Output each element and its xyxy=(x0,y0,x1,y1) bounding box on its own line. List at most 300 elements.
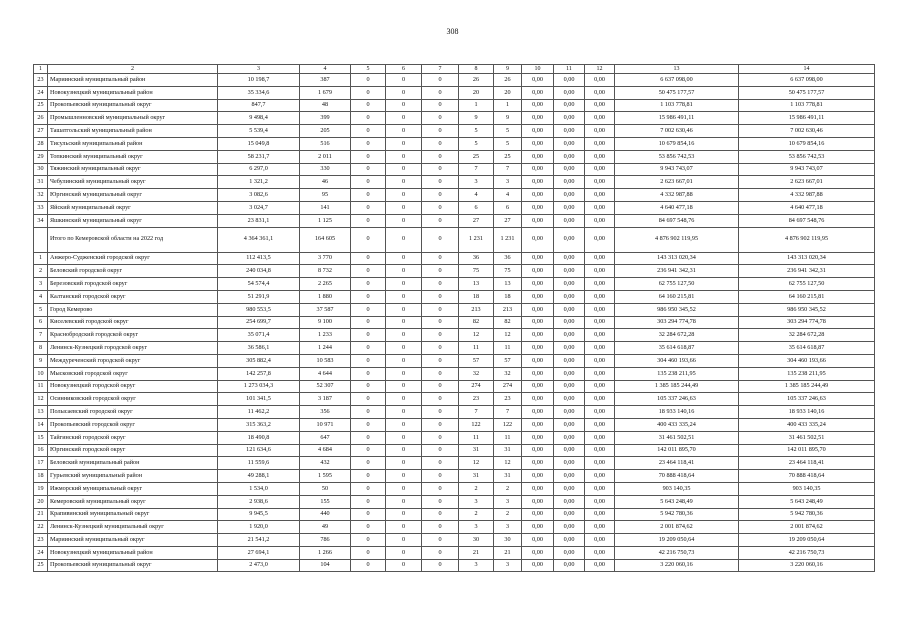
table-cell: 36 xyxy=(459,252,494,265)
table-cell: 903 140,35 xyxy=(615,482,739,495)
table-cell: 142 257,8 xyxy=(218,367,300,380)
table-cell: 0,00 xyxy=(554,290,585,303)
table-row xyxy=(34,112,875,125)
table-cell: 0 xyxy=(351,125,386,138)
table-row xyxy=(34,482,875,495)
name-cell: Итого по Кемеровской области на 2022 год xyxy=(48,227,218,252)
table-cell: 32 xyxy=(494,367,522,380)
table-cell: 82 xyxy=(494,316,522,329)
table-cell: 0 xyxy=(422,125,459,138)
table-cell: 0,00 xyxy=(585,201,615,214)
table-cell: 26 xyxy=(494,74,522,87)
table-cell: 0,00 xyxy=(554,393,585,406)
name-cell: Тяжинский муниципальный округ xyxy=(48,163,218,176)
table-cell: 0 xyxy=(422,252,459,265)
table-cell: 0 xyxy=(422,163,459,176)
table-cell: 5 xyxy=(34,303,48,316)
table-cell: 122 xyxy=(459,418,494,431)
table-cell: 6 xyxy=(386,65,422,74)
table-cell: 0,00 xyxy=(585,342,615,355)
table-cell: 0,00 xyxy=(585,74,615,87)
table-cell: 84 697 548,76 xyxy=(739,214,875,227)
table-row xyxy=(34,329,875,342)
table-cell: 37 587 xyxy=(300,303,351,316)
name-cell: Мариинский муниципальный округ xyxy=(48,534,218,547)
table-cell: 3 220 060,16 xyxy=(615,559,739,572)
table-cell: 112 413,5 xyxy=(218,252,300,265)
table-cell: 0,00 xyxy=(585,546,615,559)
table-cell: 53 856 742,53 xyxy=(615,150,739,163)
table-cell: 0 xyxy=(351,342,386,355)
table-cell: 21 xyxy=(459,546,494,559)
table-row xyxy=(34,265,875,278)
table-cell: 0,00 xyxy=(522,137,554,150)
table-cell: 9 xyxy=(494,65,522,74)
table-cell: 20 xyxy=(494,86,522,99)
table-cell: 18 xyxy=(494,290,522,303)
table-cell: 0,00 xyxy=(585,521,615,534)
table-cell: 986 950 345,52 xyxy=(739,303,875,316)
table-cell: 2 938,6 xyxy=(218,495,300,508)
table-cell: 0,00 xyxy=(522,252,554,265)
table-cell: 0 xyxy=(351,393,386,406)
table-cell: 0 xyxy=(386,227,422,252)
table-cell: 516 xyxy=(300,137,351,150)
table-cell: 0 xyxy=(386,252,422,265)
table-cell: 0,00 xyxy=(522,329,554,342)
name-cell: Промышленновский муниципальный округ xyxy=(48,112,218,125)
table-cell: 0,00 xyxy=(554,329,585,342)
table-cell: 0,00 xyxy=(585,112,615,125)
table-cell: 5 xyxy=(494,125,522,138)
table-cell: 0,00 xyxy=(585,150,615,163)
table-cell: 0 xyxy=(422,342,459,355)
table-cell: 21 541,2 xyxy=(218,534,300,547)
table-cell: 3 xyxy=(459,176,494,189)
table-cell: 2 xyxy=(459,508,494,521)
table-cell: 9 xyxy=(494,112,522,125)
name-cell: Полысаевский городской округ xyxy=(48,406,218,419)
table-cell: 104 xyxy=(300,559,351,572)
table-cell: 122 xyxy=(494,418,522,431)
table-cell: 0,00 xyxy=(585,508,615,521)
table-cell: 0 xyxy=(386,189,422,202)
table-cell: 0,00 xyxy=(554,482,585,495)
name-cell: Юргинский городской округ xyxy=(48,444,218,457)
table-cell: 5 643 248,49 xyxy=(739,495,875,508)
table-cell: 0 xyxy=(351,380,386,393)
table-cell: 0,00 xyxy=(554,125,585,138)
table-cell: 0 xyxy=(422,444,459,457)
table-cell: 13 xyxy=(459,278,494,291)
page-number: 308 xyxy=(446,27,459,36)
table-cell: 6 297,0 xyxy=(218,163,300,176)
table-cell: 5 xyxy=(351,65,386,74)
table-cell: 0,00 xyxy=(585,457,615,470)
table-cell: 143 313 020,34 xyxy=(615,252,739,265)
table-cell: 0 xyxy=(422,86,459,99)
table-cell: 26 xyxy=(34,112,48,125)
table-cell: 24 xyxy=(34,86,48,99)
table-cell: 0,00 xyxy=(554,265,585,278)
table-cell: 164 605 xyxy=(300,227,351,252)
table-cell: 15 xyxy=(34,431,48,444)
table-cell: 49 288,1 xyxy=(218,470,300,483)
table-row xyxy=(34,354,875,367)
table-cell: 4 xyxy=(300,65,351,74)
table-cell: 7 xyxy=(494,163,522,176)
table-cell: 0,00 xyxy=(554,521,585,534)
table-cell: 0,00 xyxy=(522,86,554,99)
table-cell: 0 xyxy=(422,482,459,495)
table-cell: 1 920,0 xyxy=(218,521,300,534)
table-cell: 0 xyxy=(351,316,386,329)
table-cell: 141 xyxy=(300,201,351,214)
table-cell: 27 xyxy=(34,125,48,138)
table-cell: 0 xyxy=(351,189,386,202)
table-cell: 25 xyxy=(494,150,522,163)
table-cell: 2 473,0 xyxy=(218,559,300,572)
table-row xyxy=(34,176,875,189)
table-cell: 0 xyxy=(422,508,459,521)
table-cell: 10 198,7 xyxy=(218,74,300,87)
table-cell: 0 xyxy=(386,521,422,534)
table-cell: 980 553,5 xyxy=(218,303,300,316)
table-cell: 0 xyxy=(386,201,422,214)
table-cell: 50 475 177,57 xyxy=(739,86,875,99)
table-row xyxy=(34,137,875,150)
table-cell: 0,00 xyxy=(585,99,615,112)
table-cell: 1 266 xyxy=(300,546,351,559)
table-cell: 1 xyxy=(459,99,494,112)
table-cell: 50 xyxy=(300,482,351,495)
table-cell: 58 231,7 xyxy=(218,150,300,163)
table-cell: 2 xyxy=(34,265,48,278)
table-cell: 57 xyxy=(459,354,494,367)
table-cell: 0,00 xyxy=(554,534,585,547)
table-cell: 0,00 xyxy=(522,99,554,112)
table-cell: 0,00 xyxy=(522,265,554,278)
table-cell: 0 xyxy=(351,74,386,87)
table-row xyxy=(34,470,875,483)
table-cell: 30 xyxy=(494,534,522,547)
table-row xyxy=(34,534,875,547)
table-cell: 0 xyxy=(351,406,386,419)
table-cell: 0,00 xyxy=(554,303,585,316)
table-cell: 0 xyxy=(422,189,459,202)
table-cell: 70 888 418,64 xyxy=(615,470,739,483)
table-cell: 1 385 185 244,49 xyxy=(739,380,875,393)
table-cell: 12 xyxy=(459,329,494,342)
table-row xyxy=(34,444,875,457)
table-cell: 4 876 902 119,95 xyxy=(615,227,739,252)
table-cell: 4 364 361,1 xyxy=(218,227,300,252)
table-row xyxy=(34,521,875,534)
table-cell: 0 xyxy=(351,431,386,444)
table-cell: 0,00 xyxy=(585,534,615,547)
table-cell: 0 xyxy=(386,367,422,380)
table-cell: 0 xyxy=(386,342,422,355)
table-cell: 0 xyxy=(351,457,386,470)
table-row xyxy=(34,86,875,99)
table-cell: 1 233 xyxy=(300,329,351,342)
table-cell: 135 238 211,95 xyxy=(739,367,875,380)
table-cell: 903 140,35 xyxy=(739,482,875,495)
table-cell: 5 xyxy=(494,137,522,150)
table-cell: 18 xyxy=(34,470,48,483)
table-cell: 387 xyxy=(300,74,351,87)
table-cell: 303 294 774,78 xyxy=(615,316,739,329)
table-cell: 0,00 xyxy=(522,482,554,495)
table-cell: 0 xyxy=(422,227,459,252)
table-cell: 236 941 342,31 xyxy=(739,265,875,278)
table-cell: 0,00 xyxy=(585,86,615,99)
table-cell: 8 732 xyxy=(300,265,351,278)
table-cell: 31 xyxy=(494,470,522,483)
table-row xyxy=(34,74,875,87)
table-cell: 7 xyxy=(459,163,494,176)
table-cell: 0,00 xyxy=(522,367,554,380)
table-cell: 5 942 780,36 xyxy=(739,508,875,521)
table-cell: 0 xyxy=(386,303,422,316)
table-cell: 0,00 xyxy=(522,431,554,444)
table-cell: 0 xyxy=(351,252,386,265)
table-cell: 0 xyxy=(351,163,386,176)
table-cell: 32 xyxy=(459,367,494,380)
table-cell: 0,00 xyxy=(554,367,585,380)
table-cell: 0,00 xyxy=(585,163,615,176)
table-row xyxy=(34,150,875,163)
table-cell: 400 433 335,24 xyxy=(739,418,875,431)
table-cell: 2 623 667,01 xyxy=(615,176,739,189)
table-cell: 9 943 743,07 xyxy=(739,163,875,176)
table-cell: 11 xyxy=(459,342,494,355)
table-cell: 18 933 140,16 xyxy=(615,406,739,419)
table-cell: 0,00 xyxy=(585,137,615,150)
table-cell: 35 334,6 xyxy=(218,86,300,99)
table-row xyxy=(34,290,875,303)
table-cell: 101 341,5 xyxy=(218,393,300,406)
table-cell: 0 xyxy=(422,112,459,125)
table-cell: 205 xyxy=(300,125,351,138)
table-row xyxy=(34,252,875,265)
table-cell: 12 xyxy=(459,457,494,470)
table-cell xyxy=(34,227,48,252)
table-cell: 6 637 098,00 xyxy=(739,74,875,87)
table-cell: 0,00 xyxy=(585,354,615,367)
table-cell: 0 xyxy=(422,418,459,431)
table-row xyxy=(34,125,875,138)
table-cell: 34 xyxy=(34,214,48,227)
table-cell: 0 xyxy=(422,367,459,380)
table-cell: 0 xyxy=(351,99,386,112)
table-cell: 0,00 xyxy=(554,508,585,521)
table-cell: 0,00 xyxy=(522,508,554,521)
table-cell: 9 100 xyxy=(300,316,351,329)
table-cell: 0,00 xyxy=(522,214,554,227)
table-cell: 13 xyxy=(34,406,48,419)
table-cell: 0,00 xyxy=(522,227,554,252)
table-cell: 0,00 xyxy=(585,125,615,138)
table-cell: 0 xyxy=(386,137,422,150)
table-cell: 0,00 xyxy=(585,252,615,265)
table-cell: 0,00 xyxy=(585,393,615,406)
table-cell: 0 xyxy=(422,546,459,559)
table-cell: 0 xyxy=(386,316,422,329)
name-cell: Крапивинский муниципальный округ xyxy=(48,508,218,521)
table-cell: 3 xyxy=(494,521,522,534)
table-cell: 35 071,4 xyxy=(218,329,300,342)
table-cell: 7 xyxy=(422,65,459,74)
table-cell: 4 332 987,88 xyxy=(615,189,739,202)
name-cell: Топкинский муниципальный округ xyxy=(48,150,218,163)
table-cell: 82 xyxy=(459,316,494,329)
table-row xyxy=(34,380,875,393)
table-cell: 0,00 xyxy=(522,380,554,393)
table-cell: 4 xyxy=(494,189,522,202)
table-cell: 0 xyxy=(351,534,386,547)
table-cell: 17 xyxy=(34,457,48,470)
table-cell: 3 xyxy=(459,521,494,534)
table-cell: 0 xyxy=(386,329,422,342)
table-cell: 0,00 xyxy=(585,316,615,329)
name-cell: Ташатгольский муниципальный район xyxy=(48,125,218,138)
table-cell: 1 273 034,3 xyxy=(218,380,300,393)
table-row xyxy=(34,393,875,406)
table-cell: 0 xyxy=(386,418,422,431)
table-cell: 2 623 667,01 xyxy=(739,176,875,189)
table-cell: 0 xyxy=(351,214,386,227)
table-cell: 31 461 502,51 xyxy=(615,431,739,444)
table-cell: 0,00 xyxy=(554,74,585,87)
table-row xyxy=(34,508,875,521)
table-cell: 0 xyxy=(351,227,386,252)
table-cell: 1 103 778,81 xyxy=(615,99,739,112)
table-cell: 32 284 672,28 xyxy=(615,329,739,342)
table-cell: 11 xyxy=(554,65,585,74)
table-cell: 75 xyxy=(494,265,522,278)
table-cell: 236 941 342,31 xyxy=(615,265,739,278)
name-cell: Мариинский муниципальный район xyxy=(48,74,218,87)
name-cell: Ленинск-Кузнецкий муниципальный округ xyxy=(48,521,218,534)
table-cell: 305 882,4 xyxy=(218,354,300,367)
table-cell: 15 049,8 xyxy=(218,137,300,150)
table-row xyxy=(34,201,875,214)
table-cell: 35 614 618,87 xyxy=(739,342,875,355)
table-cell: 64 160 215,81 xyxy=(739,290,875,303)
name-cell: Новокузнецкий муниципальный район xyxy=(48,546,218,559)
table-cell: 0 xyxy=(386,393,422,406)
table-cell: 213 xyxy=(494,303,522,316)
table-cell: 3 xyxy=(459,495,494,508)
table-cell: 0,00 xyxy=(522,278,554,291)
table-cell: 16 xyxy=(34,444,48,457)
table-cell: 11 xyxy=(494,342,522,355)
table-cell: 0,00 xyxy=(585,559,615,572)
table-cell: 0 xyxy=(386,278,422,291)
table-cell: 3 082,6 xyxy=(218,189,300,202)
table-cell: 2 011 xyxy=(300,150,351,163)
table-cell: 0,00 xyxy=(585,418,615,431)
table-cell: 18 490,8 xyxy=(218,431,300,444)
table-cell: 0 xyxy=(422,559,459,572)
table-cell: 15 986 491,11 xyxy=(739,112,875,125)
table-cell: 7 002 630,46 xyxy=(615,125,739,138)
table-cell: 0,00 xyxy=(554,380,585,393)
table-cell: 0 xyxy=(386,495,422,508)
table-row xyxy=(34,418,875,431)
table-cell: 0 xyxy=(422,150,459,163)
table-cell: 0 xyxy=(422,380,459,393)
table-cell: 3 xyxy=(34,278,48,291)
table-cell: 0,00 xyxy=(522,354,554,367)
table-cell: 4 684 xyxy=(300,444,351,457)
table-cell: 6 xyxy=(34,316,48,329)
name-cell: Гурьевский муниципальный район xyxy=(48,470,218,483)
table-cell: 0,00 xyxy=(585,329,615,342)
table-cell: 42 216 750,73 xyxy=(739,546,875,559)
table-cell: 400 433 335,24 xyxy=(615,418,739,431)
table-row xyxy=(34,214,875,227)
table-cell: 0 xyxy=(351,112,386,125)
table-cell: 0 xyxy=(386,290,422,303)
table-cell: 23 831,1 xyxy=(218,214,300,227)
table-cell: 0 xyxy=(351,444,386,457)
table-cell: 5 xyxy=(459,125,494,138)
table-cell: 3 xyxy=(494,176,522,189)
table-cell: 0,00 xyxy=(585,380,615,393)
table-cell: 304 460 193,66 xyxy=(739,354,875,367)
table-cell: 9 xyxy=(34,354,48,367)
table-cell: 105 337 246,63 xyxy=(739,393,875,406)
table-cell: 440 xyxy=(300,508,351,521)
table-cell: 11 xyxy=(494,431,522,444)
table-cell: 105 337 246,63 xyxy=(615,393,739,406)
table-cell: 0 xyxy=(422,137,459,150)
table-cell: 0 xyxy=(386,99,422,112)
table-cell: 330 xyxy=(300,163,351,176)
table-cell: 13 xyxy=(494,278,522,291)
table-cell: 51 291,9 xyxy=(218,290,300,303)
table-cell: 0 xyxy=(351,482,386,495)
table-cell: 0 xyxy=(351,290,386,303)
table-cell: 21 xyxy=(34,508,48,521)
table-cell: 0 xyxy=(386,406,422,419)
table-cell: 0 xyxy=(422,495,459,508)
table-cell: 0,00 xyxy=(554,252,585,265)
table-cell: 0 xyxy=(351,137,386,150)
table-cell: 1 534,0 xyxy=(218,482,300,495)
table-cell: 0,00 xyxy=(554,354,585,367)
name-cell: Беловский городской округ xyxy=(48,265,218,278)
table-cell: 21 xyxy=(494,546,522,559)
table-cell: 847,7 xyxy=(218,99,300,112)
table-cell: 0,00 xyxy=(554,470,585,483)
table-cell: 35 614 618,87 xyxy=(615,342,739,355)
table-cell: 0 xyxy=(351,367,386,380)
table-cell: 3 187 xyxy=(300,393,351,406)
table-row xyxy=(34,99,875,112)
table-cell: 54 574,4 xyxy=(218,278,300,291)
table-cell: 11 xyxy=(34,380,48,393)
table-cell: 0 xyxy=(386,482,422,495)
table-cell: 0 xyxy=(386,354,422,367)
table-cell: 12 xyxy=(585,65,615,74)
table-cell: 304 460 193,66 xyxy=(615,354,739,367)
table-cell: 0,00 xyxy=(585,265,615,278)
table-cell: 53 856 742,53 xyxy=(739,150,875,163)
table-cell: 0 xyxy=(386,176,422,189)
